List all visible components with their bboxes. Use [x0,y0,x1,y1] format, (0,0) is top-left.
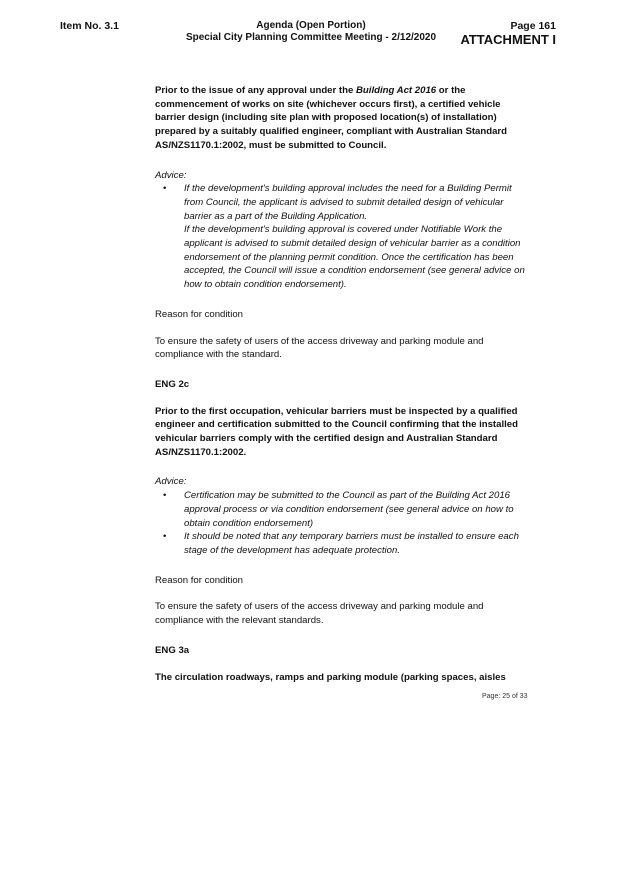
advice-item [155,182,527,292]
condition-text-b: or the commencement of works on site (whichever occurs first), a certified vehicle barrier design (including site plan with proposed location(s) of installation) prepared by a suitably qualified engineer, compliant with Australian Standard AS/NZS1170.1:2002, must be submitted to Council. [155,85,508,151]
attachment-label: ATTACHMENT I [460,32,556,47]
item-number: Item No. 3.1 [60,20,119,32]
advice-list [155,182,527,292]
advice-text: Certification may be submitted to the Council as part of the Building Act 2016 approval process or via condition endorsement (see general advice on how to obtain condition endorsement) [184,490,514,529]
advice-list [155,489,527,558]
advice-text: If the development's building approval includes the need for a Building Permit from Council, the applicant is advised to submit detailed design of vehicular barrier as a part of the Building Application. [184,183,512,222]
bullet-icon: • [163,183,167,195]
advice-label: Advice: [155,476,187,488]
condition-paragraph: The circulation roadways, ramps and parking module (parking spaces, aisles [155,671,506,683]
page-footer: Page: 25 of 33 [482,693,528,700]
page-number: Page 161 [510,20,556,32]
reason-label: Reason for condition [155,308,243,320]
section-heading: ENG 2c [155,378,190,390]
advice-text: It should be noted that any temporary barriers must be installed to ensure each stage of the development has adequate protection. [184,531,519,556]
bullet-icon: • [163,531,167,543]
reason-text: To ensure the safety of users of the access driveway and parking module and compliance with the standard. [155,335,484,361]
condition-paragraph: Prior to the first occupation, vehicular barriers must be inspected by a qualified engineer and certification submitted to the Council confirming that the installed vehicular barriers comply with the certified design and Australian Standard AS/NZS1170.1:2002. [155,405,518,458]
reason-label: Reason for condition [155,574,243,586]
condition-text-a: Prior to the issue of any approval under the [155,85,356,96]
reason-text: To ensure the safety of users of the access driveway and parking module and compliance with the relevant standards. [155,601,484,627]
advice-item [155,530,527,557]
advice-label: Advice: [155,169,187,181]
bullet-icon: • [163,490,167,502]
agenda-title [180,20,442,44]
advice-text-continued: If the development's building approval is covered under Notifiable Work the applicant is advised to submit detailed design of vehicular barrier as a condition endorsement of the planning permit condition. Once the certification has been accepted, the Council will issue a condition endorsement (see general advice on how to obtain condition endorsement). [184,224,525,291]
document-body [155,84,527,684]
condition-paragraph [155,84,527,153]
advice-item [155,489,527,530]
building-act-ref: Building Act 2016 [355,85,437,96]
section-heading: ENG 3a [155,644,190,656]
agenda-line-1: Agenda (Open Portion) [256,20,366,31]
agenda-line-2: Special City Planning Committee Meeting - 2/12/2020 [185,32,437,43]
